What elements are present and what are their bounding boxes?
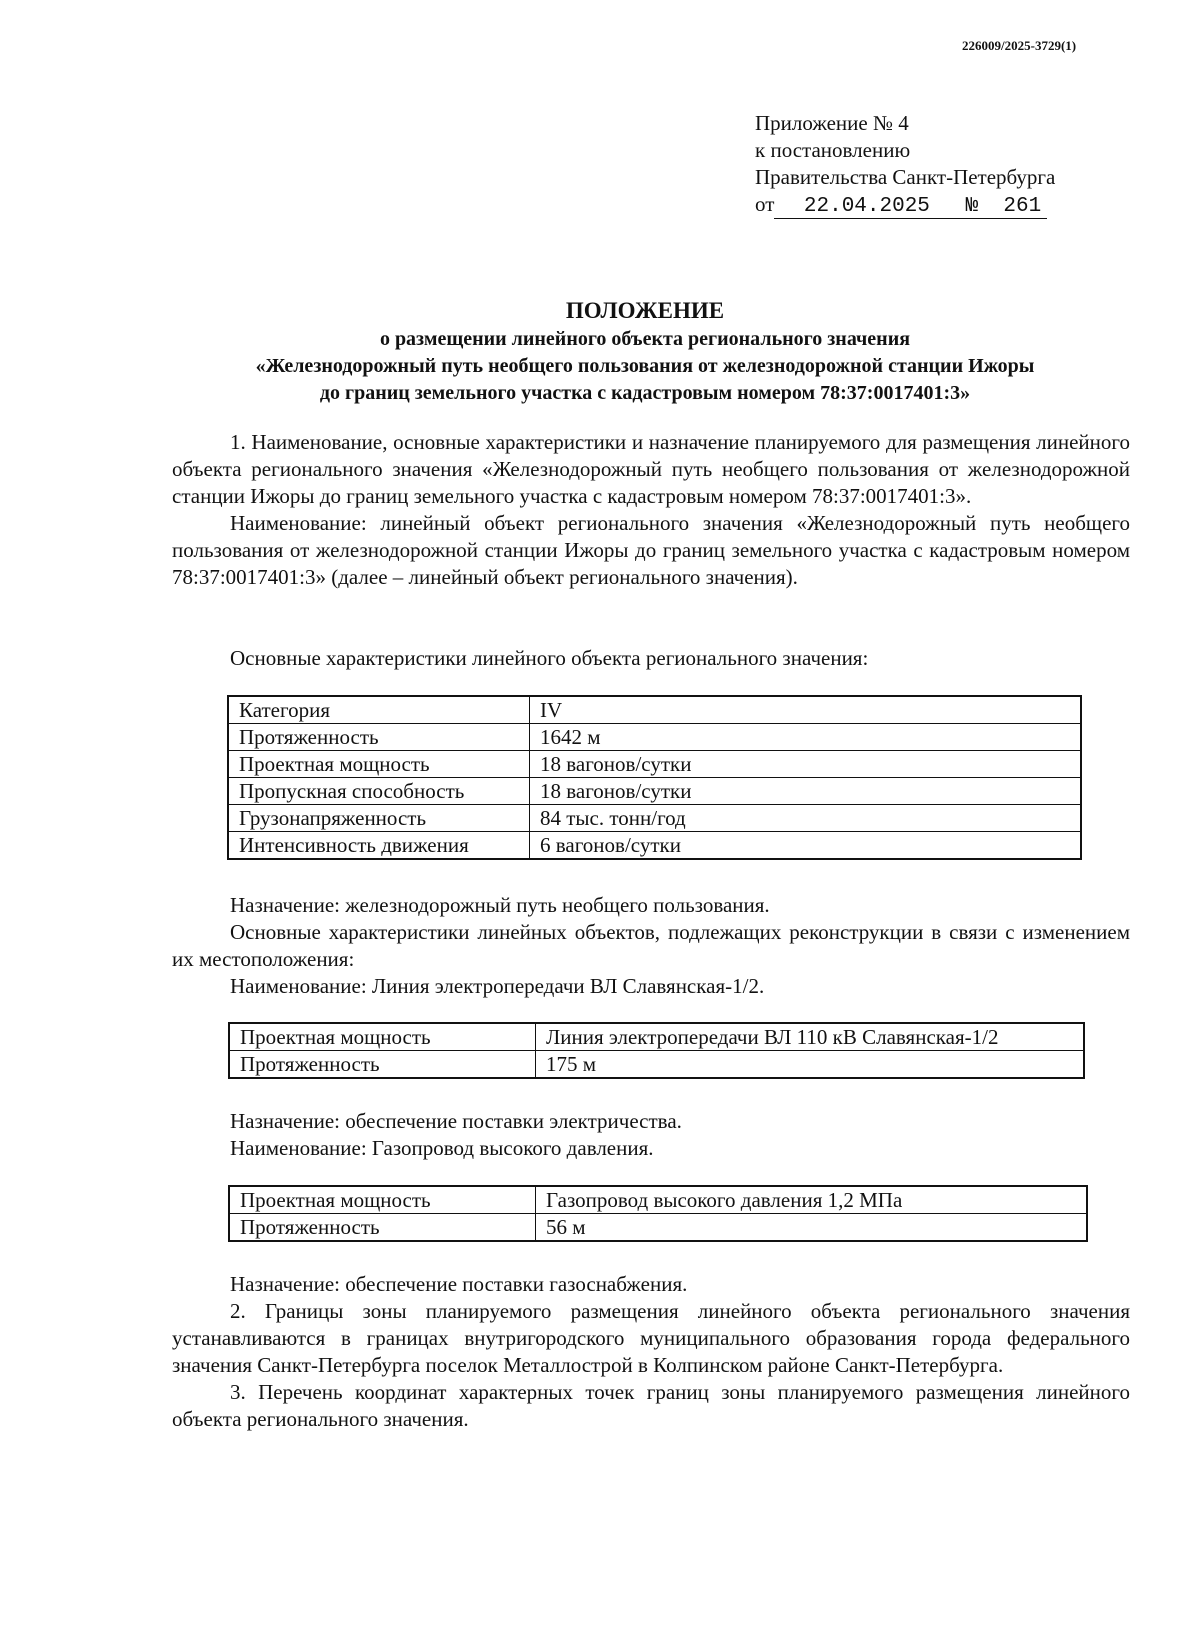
table-cell-label: Проектная мощность <box>229 1186 536 1214</box>
appendix-line-1: Приложение № 4 <box>755 111 909 135</box>
section-1-paragraph-1: 1. Наименование, основные характеристики и назначение планируемого для размещения линейного объекта регионального значения «Железнодорожный путь необщего пользования от железнодорожной станции Ижоры до границ земельного участка с кадастровым номером 78:37:0017401:3». <box>172 430 1130 508</box>
gas-pipeline-table <box>228 1185 1088 1242</box>
table-cell-value: 84 тыс. тонн/год <box>530 805 1082 832</box>
table-row <box>229 1051 1084 1079</box>
appendix-line-2: к постановлению <box>755 138 911 162</box>
table-cell-label: Интенсивность движения <box>228 832 530 860</box>
railway-purpose: Назначение: железнодорожный путь необщего пользования. <box>230 893 770 917</box>
after-table-1-block <box>172 892 1130 1000</box>
table-cell-label: Протяженность <box>228 724 530 751</box>
section-1-paragraph-2: Наименование: линейный объект регионального значения «Железнодорожный путь необщего пользования от железнодорожной станции Ижоры до границ земельного участка с кадастровым номером 78:37:0017401:3» (далее – линейный объект регионального значения). <box>172 511 1130 589</box>
table-cell-value: 175 м <box>536 1051 1085 1079</box>
table-cell-label: Протяженность <box>229 1214 536 1242</box>
document-title-block <box>150 296 1140 407</box>
table-cell-value: 1642 м <box>530 724 1082 751</box>
table-cell-label: Проектная мощность <box>228 751 530 778</box>
after-table-2-block <box>172 1108 1130 1162</box>
power-line-table <box>228 1022 1085 1079</box>
table-cell-value: 6 вагонов/сутки <box>530 832 1082 860</box>
power-line-name: Наименование: Линия электропередачи ВЛ Славянская-1/2. <box>230 974 765 998</box>
table-row <box>228 724 1081 751</box>
table-row <box>229 1214 1087 1242</box>
gas-pipeline-purpose: Назначение: обеспечение поставки газоснабжения. <box>230 1272 688 1296</box>
document-subtitle-line-1: о размещении линейного объекта регионального значения <box>379 328 911 350</box>
decree-date-number-line <box>755 191 1055 219</box>
section-3-paragraph: 3. Перечень координат характерных точек границ зоны планируемого размещения линейного объекта регионального значения. <box>172 1380 1130 1431</box>
decree-number: 261 <box>1003 195 1042 218</box>
railway-characteristics-table <box>227 695 1082 860</box>
section-2-paragraph: 2. Границы зоны планируемого размещения линейного объекта регионального значения устанавливаются в границах внутригородского муниципального образования города федерального значения Санкт-Петербурга поселок Металлострой в Колпинском районе Санкт-Петербурга. <box>172 1299 1130 1377</box>
table-cell-value: Линия электропередачи ВЛ 110 кВ Славянская-1/2 <box>536 1023 1085 1051</box>
appendix-block <box>755 110 1055 219</box>
appendix-line-3: Правительства Санкт-Петербурга <box>755 165 1056 189</box>
decree-number-field <box>959 196 1047 219</box>
characteristics-heading: Основные характеристики линейного объекта регионального значения: <box>230 646 869 670</box>
table-cell-value: 18 вагонов/сутки <box>530 751 1082 778</box>
table-cell-label: Протяженность <box>229 1051 536 1079</box>
table-cell-label: Грузонапряженность <box>228 805 530 832</box>
table-cell-label: Пропускная способность <box>228 778 530 805</box>
document-title: ПОЛОЖЕНИЕ <box>565 298 725 323</box>
power-line-purpose: Назначение: обеспечение поставки электричества. <box>230 1109 682 1133</box>
table-cell-value: 56 м <box>536 1214 1088 1242</box>
gas-pipeline-name: Наименование: Газопровод высокого давления. <box>230 1136 654 1160</box>
from-label: от <box>755 192 775 216</box>
decree-date: 22.04.2025 <box>774 196 959 219</box>
table-cell-value: Газопровод высокого давления 1,2 МПа <box>536 1186 1088 1214</box>
table-row <box>229 1023 1084 1051</box>
after-table-3-block <box>172 1271 1130 1433</box>
reconstruction-paragraph: Основные характеристики линейных объектов, подлежащих реконструкции в связи с изменением их местоположения: <box>172 920 1130 971</box>
table-cell-label: Проектная мощность <box>229 1023 536 1051</box>
characteristics-heading-block <box>172 645 1130 672</box>
table-row <box>228 778 1081 805</box>
table-cell-label: Категория <box>228 696 530 724</box>
table-row <box>229 1186 1087 1214</box>
number-label: № <box>965 195 979 218</box>
document-subtitle-line-2: «Железнодорожный путь необщего пользования от железнодорожной станции Ижоры <box>255 355 1035 377</box>
section-1 <box>172 429 1130 591</box>
document-subtitle-line-3: до границ земельного участка с кадастровым номером 78:37:0017401:3» <box>319 382 971 404</box>
table-row <box>228 832 1081 860</box>
table-row <box>228 751 1081 778</box>
table-row <box>228 805 1081 832</box>
table-cell-value: IV <box>530 696 1082 724</box>
registration-number: 226009/2025-3729(1) <box>962 38 1077 53</box>
table-row <box>228 696 1081 724</box>
table-cell-value: 18 вагонов/сутки <box>530 778 1082 805</box>
